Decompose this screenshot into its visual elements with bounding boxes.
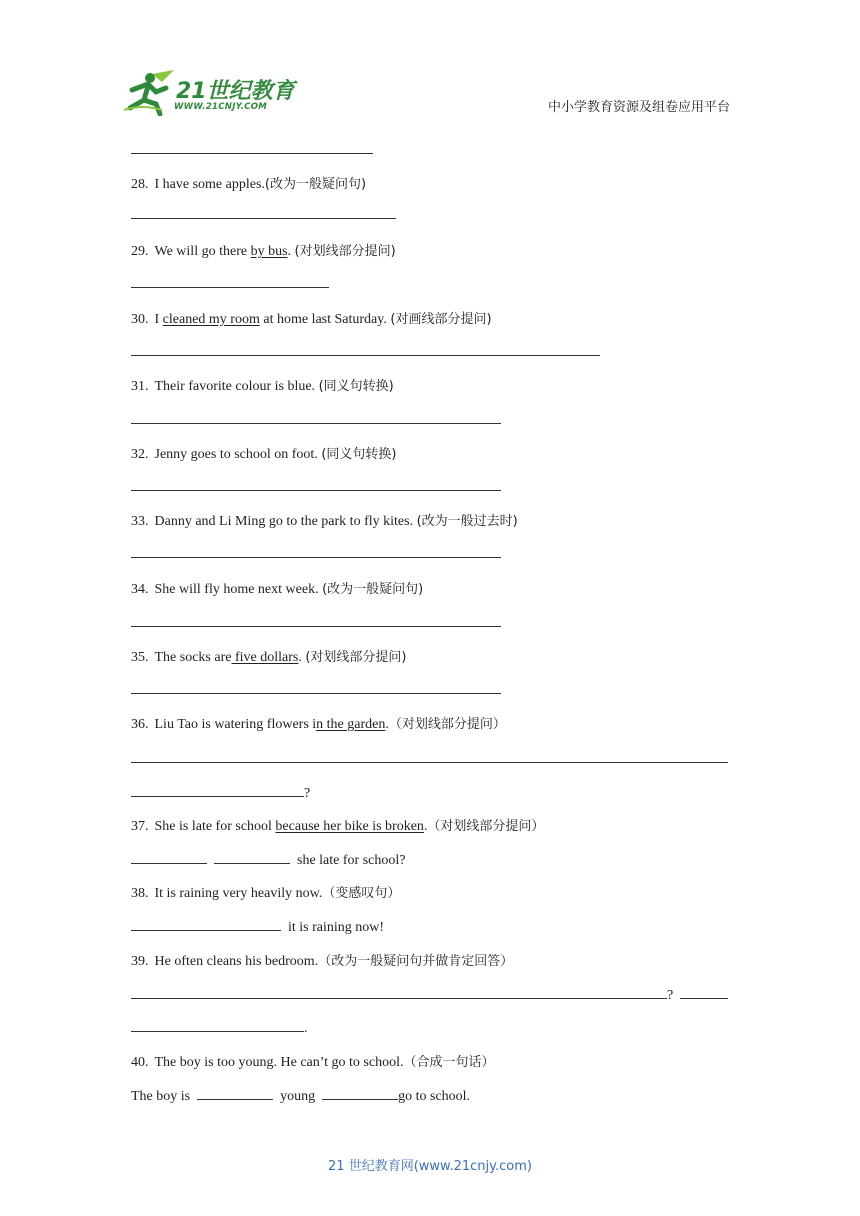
answer-line[interactable] bbox=[131, 423, 501, 424]
question-34: 34. She will fly home next week. (改为一般疑问句) bbox=[131, 582, 424, 597]
question-37: 37. She is late for school because her bike is broken.（对划线部分提问） bbox=[131, 819, 545, 834]
question-31: 31. Their favorite colour is blue. (同义句转换) bbox=[131, 379, 394, 394]
question-33: 33. Danny and Li Ming go to the park to fly kites. (改为一般过去时) bbox=[131, 514, 518, 529]
logo-url: WWW.21CNJY.COM bbox=[174, 102, 268, 112]
answer-blank[interactable] bbox=[680, 984, 728, 999]
answer-blank[interactable] bbox=[131, 849, 207, 864]
answer-line[interactable] bbox=[131, 153, 373, 154]
answer-row-36: ? bbox=[131, 782, 310, 802]
answer-line[interactable] bbox=[131, 557, 501, 558]
answer-blank[interactable] bbox=[131, 984, 667, 999]
question-29: 29. We will go there by bus. (对划线部分提问) bbox=[131, 244, 396, 259]
answer-blank[interactable] bbox=[197, 1085, 273, 1100]
answer-row-39b: . bbox=[131, 1017, 308, 1037]
answer-line[interactable] bbox=[131, 287, 329, 288]
question-38: 38. It is raining very heavily now.（变感叹句） bbox=[131, 886, 401, 901]
page-footer[interactable]: 21 世纪教育网(www.21cnjy.com) bbox=[328, 1159, 532, 1174]
answer-blank[interactable] bbox=[214, 849, 290, 864]
platform-label: 中小学教育资源及组卷应用平台 bbox=[547, 100, 730, 115]
answer-blank[interactable] bbox=[131, 1017, 304, 1032]
question-35: 35. The socks are five dollars. (对划线部分提问) bbox=[131, 650, 407, 665]
answer-row-38: it is raining now! bbox=[131, 916, 384, 936]
answer-line[interactable] bbox=[131, 355, 600, 356]
question-30: 30. I cleaned my room at home last Saturday. (对画线部分提问) bbox=[131, 312, 492, 327]
site-logo bbox=[122, 68, 295, 116]
question-36: 36. Liu Tao is watering flowers in the garden.（对划线部分提问） bbox=[131, 717, 506, 732]
question-32: 32. Jenny goes to school on foot. (同义句转换) bbox=[131, 447, 397, 462]
answer-line[interactable] bbox=[131, 490, 501, 491]
answer-blank[interactable] bbox=[131, 782, 304, 797]
question-40: 40. The boy is too young. He can’t go to school.（合成一句话） bbox=[131, 1055, 495, 1070]
answer-row-39: ? bbox=[131, 984, 728, 1004]
page-header bbox=[0, 0, 860, 130]
question-39: 39. He often cleans his bedroom.（改为一般疑问句并做肯定回答） bbox=[131, 954, 514, 969]
question-28: 28. I have some apples.(改为一般疑问句) bbox=[131, 177, 367, 192]
answer-row-40: The boy is young go to school. bbox=[131, 1085, 470, 1105]
answer-line[interactable] bbox=[131, 762, 728, 763]
answer-line[interactable] bbox=[131, 218, 396, 219]
logo-text: 21世纪教育 bbox=[176, 79, 295, 104]
answer-line[interactable] bbox=[131, 626, 501, 627]
answer-row-37: she late for school? bbox=[131, 849, 405, 869]
answer-blank[interactable] bbox=[322, 1085, 398, 1100]
answer-line[interactable] bbox=[131, 693, 501, 694]
runner-logo-icon bbox=[122, 68, 178, 116]
answer-blank[interactable] bbox=[131, 916, 281, 931]
